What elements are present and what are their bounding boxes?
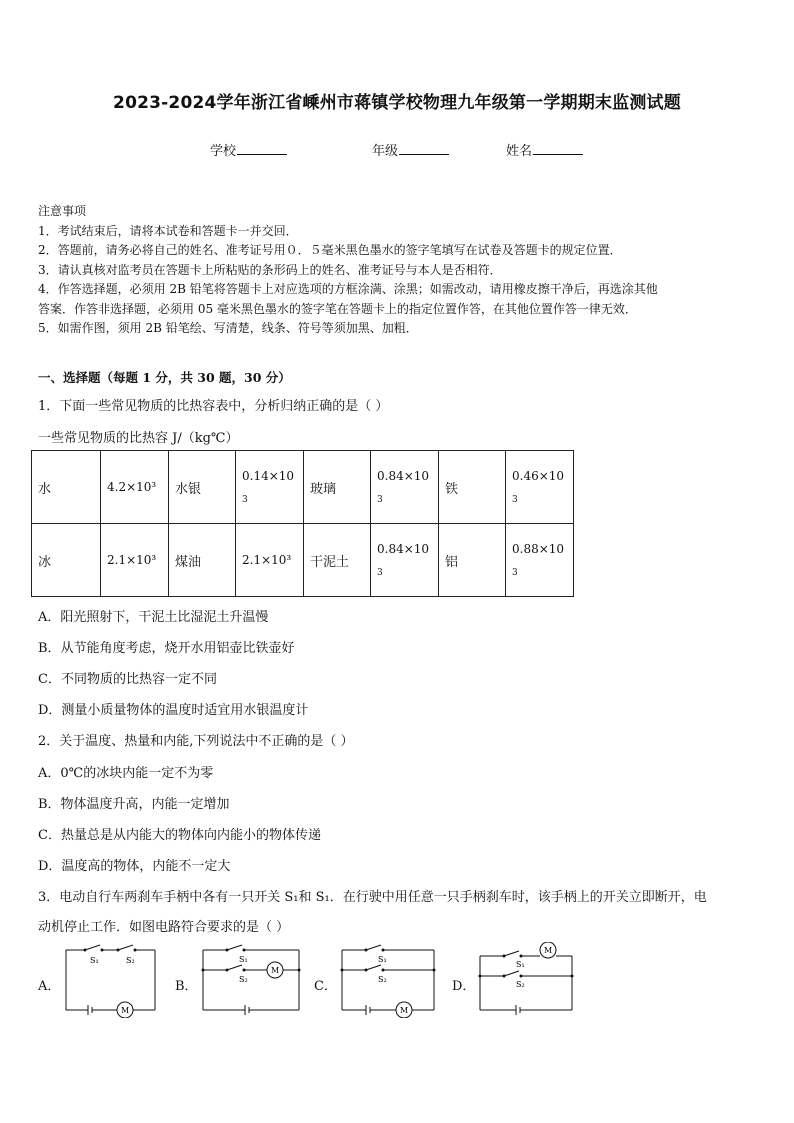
cell-exponent: 3 xyxy=(377,495,383,505)
motor-label: M xyxy=(544,946,553,955)
switch-s1-label: S₁ xyxy=(516,960,525,969)
exam-title: 2023-2024学年浙江省嵊州市蒋镇学校物理九年级第一学期期末监测试题 xyxy=(113,93,681,113)
q2-option-d: D．温度高的物体，内能不一定大 xyxy=(38,859,231,874)
notice-item: 4．作答选择题，必须用 2B 铅笔将答题卡上对应选项的方框涂满、涂黑；如需改动，请用橡皮擦干净后，再选涂其他 xyxy=(38,282,658,296)
table-cell xyxy=(506,524,574,597)
q2-stem: 2．关于温度、热量和内能,下列说法中不正确的是（ ） xyxy=(38,734,354,749)
circuit-b-label: B． xyxy=(175,979,198,994)
q2-option-b: B．物体温度升高，内能一定增加 xyxy=(38,797,230,812)
name-blank xyxy=(533,142,583,155)
table-cell: 玻璃 xyxy=(304,451,371,524)
table-cell: 铝 xyxy=(439,524,506,597)
q1-option-c: C．不同物质的比热容一定不同 xyxy=(38,672,217,687)
switch-s1-label: S₁ xyxy=(90,956,99,965)
switch-s2-label: S₂ xyxy=(239,975,248,984)
cell-value: 0.84×10 xyxy=(377,469,430,483)
q3-stem-line1: 3．电动自行车两刹车手柄中各有一只开关 S₁和 S₁．在行驶中用任意一只手柄刹车时，该手柄上的开关立即断开，电 xyxy=(38,890,707,905)
motor-label: M xyxy=(121,1006,130,1015)
school-field xyxy=(210,140,287,159)
table-cell xyxy=(371,524,439,597)
q1-table-caption: 一些常见物质的比热容 J/（kg℃） xyxy=(38,431,239,446)
school-label: 学校 xyxy=(210,144,237,159)
notice-item: 答案．作答非选择题，必须用 05 毫米黑色墨水的签字笔在答题卡上的指定位置作答，在其他位置作答一律无效． xyxy=(38,301,637,316)
cell-value: 0.14×10 xyxy=(242,469,295,483)
school-blank xyxy=(237,142,287,155)
table-cell: 冰 xyxy=(32,524,101,597)
q1-option-d: D．测量小质量物体的温度时适宜用水银温度计 xyxy=(38,703,309,718)
cell-exponent: 3 xyxy=(512,568,518,578)
circuit-b-diagram xyxy=(197,942,305,1018)
table-cell: 2.1×10³ xyxy=(101,524,169,597)
cell-value: 0.46×10 xyxy=(512,469,565,483)
circuit-a-diagram xyxy=(60,942,160,1018)
circuit-a-label: A． xyxy=(38,979,61,994)
notice-block xyxy=(38,202,763,339)
cell-value: 0.84×10 xyxy=(377,542,430,556)
notice-heading: 注意事项 xyxy=(38,204,87,218)
notice-item: 1．考试结束后，请将本试卷和答题卡一并交回． xyxy=(38,223,298,238)
name-label: 姓名 xyxy=(506,144,533,159)
specific-heat-table xyxy=(31,450,574,597)
table-cell: 铁 xyxy=(439,451,506,524)
q2-option-c: C．热量总是从内能大的物体向内能小的物体传递 xyxy=(38,828,321,843)
cell-exponent: 3 xyxy=(512,495,518,505)
table-cell: 干泥土 xyxy=(304,524,371,597)
circuit-d-diagram xyxy=(474,942,578,1018)
q2-option-a: A．0℃的冰块内能一定不为零 xyxy=(38,766,214,781)
motor-label: M xyxy=(400,1006,409,1015)
switch-s1-label: S₁ xyxy=(239,955,248,964)
table-cell xyxy=(371,451,439,524)
name-field xyxy=(506,140,583,159)
table-row xyxy=(32,451,574,524)
circuit-c-diagram xyxy=(336,942,440,1018)
table-cell xyxy=(506,451,574,524)
notice-item: 2．答题前，请务必将自己的姓名、准考证号用０．５毫米黑色墨水的签字笔填写在试卷及答题卡的规定位置． xyxy=(38,243,622,257)
table-cell: 煤油 xyxy=(169,524,236,597)
q1-option-a: A．阳光照射下，干泥土比湿泥土升温慢 xyxy=(38,610,269,625)
table-row xyxy=(32,524,574,597)
switch-s1-label: S₁ xyxy=(378,955,387,964)
grade-field xyxy=(372,140,449,159)
notice-item: 3．请认真核对监考员在答题卡上所粘贴的条形码上的姓名、准考证号与本人是否相符． xyxy=(38,262,502,277)
section-heading: 一、选择题（每题 1 分，共 30 题，30 分） xyxy=(38,370,291,385)
circuit-c-label: C． xyxy=(314,979,337,994)
switch-s2-label: S₂ xyxy=(126,956,135,965)
grade-blank xyxy=(399,142,449,155)
grade-label: 年级 xyxy=(372,144,399,159)
q1-option-b: B．从节能角度考虑，烧开水用铝壶比铁壶好 xyxy=(38,641,295,656)
notice-item: 5．如需作图，须用 2B 铅笔绘、写清楚，线条、符号等须加黑、加粗． xyxy=(38,321,418,335)
motor-label: M xyxy=(271,966,280,975)
cell-value: 0.88×10 xyxy=(512,542,565,556)
table-cell: 4.2×10³ xyxy=(101,451,169,524)
cell-exponent: 3 xyxy=(377,568,383,578)
table-cell: 2.1×10³ xyxy=(236,524,304,597)
q3-stem-line2: 动机停止工作．如图电路符合要求的是（ ） xyxy=(38,920,290,935)
switch-s2-label: S₂ xyxy=(378,975,387,984)
cell-exponent: 3 xyxy=(242,495,248,505)
circuit-d-label: D． xyxy=(452,979,476,994)
table-cell: 水 xyxy=(32,451,101,524)
switch-s2-label: S₂ xyxy=(516,980,525,989)
q1-stem: 1．下面一些常见物质的比热容表中，分析归纳正确的是（ ） xyxy=(38,399,389,414)
table-cell: 水银 xyxy=(169,451,236,524)
table-cell xyxy=(236,451,304,524)
